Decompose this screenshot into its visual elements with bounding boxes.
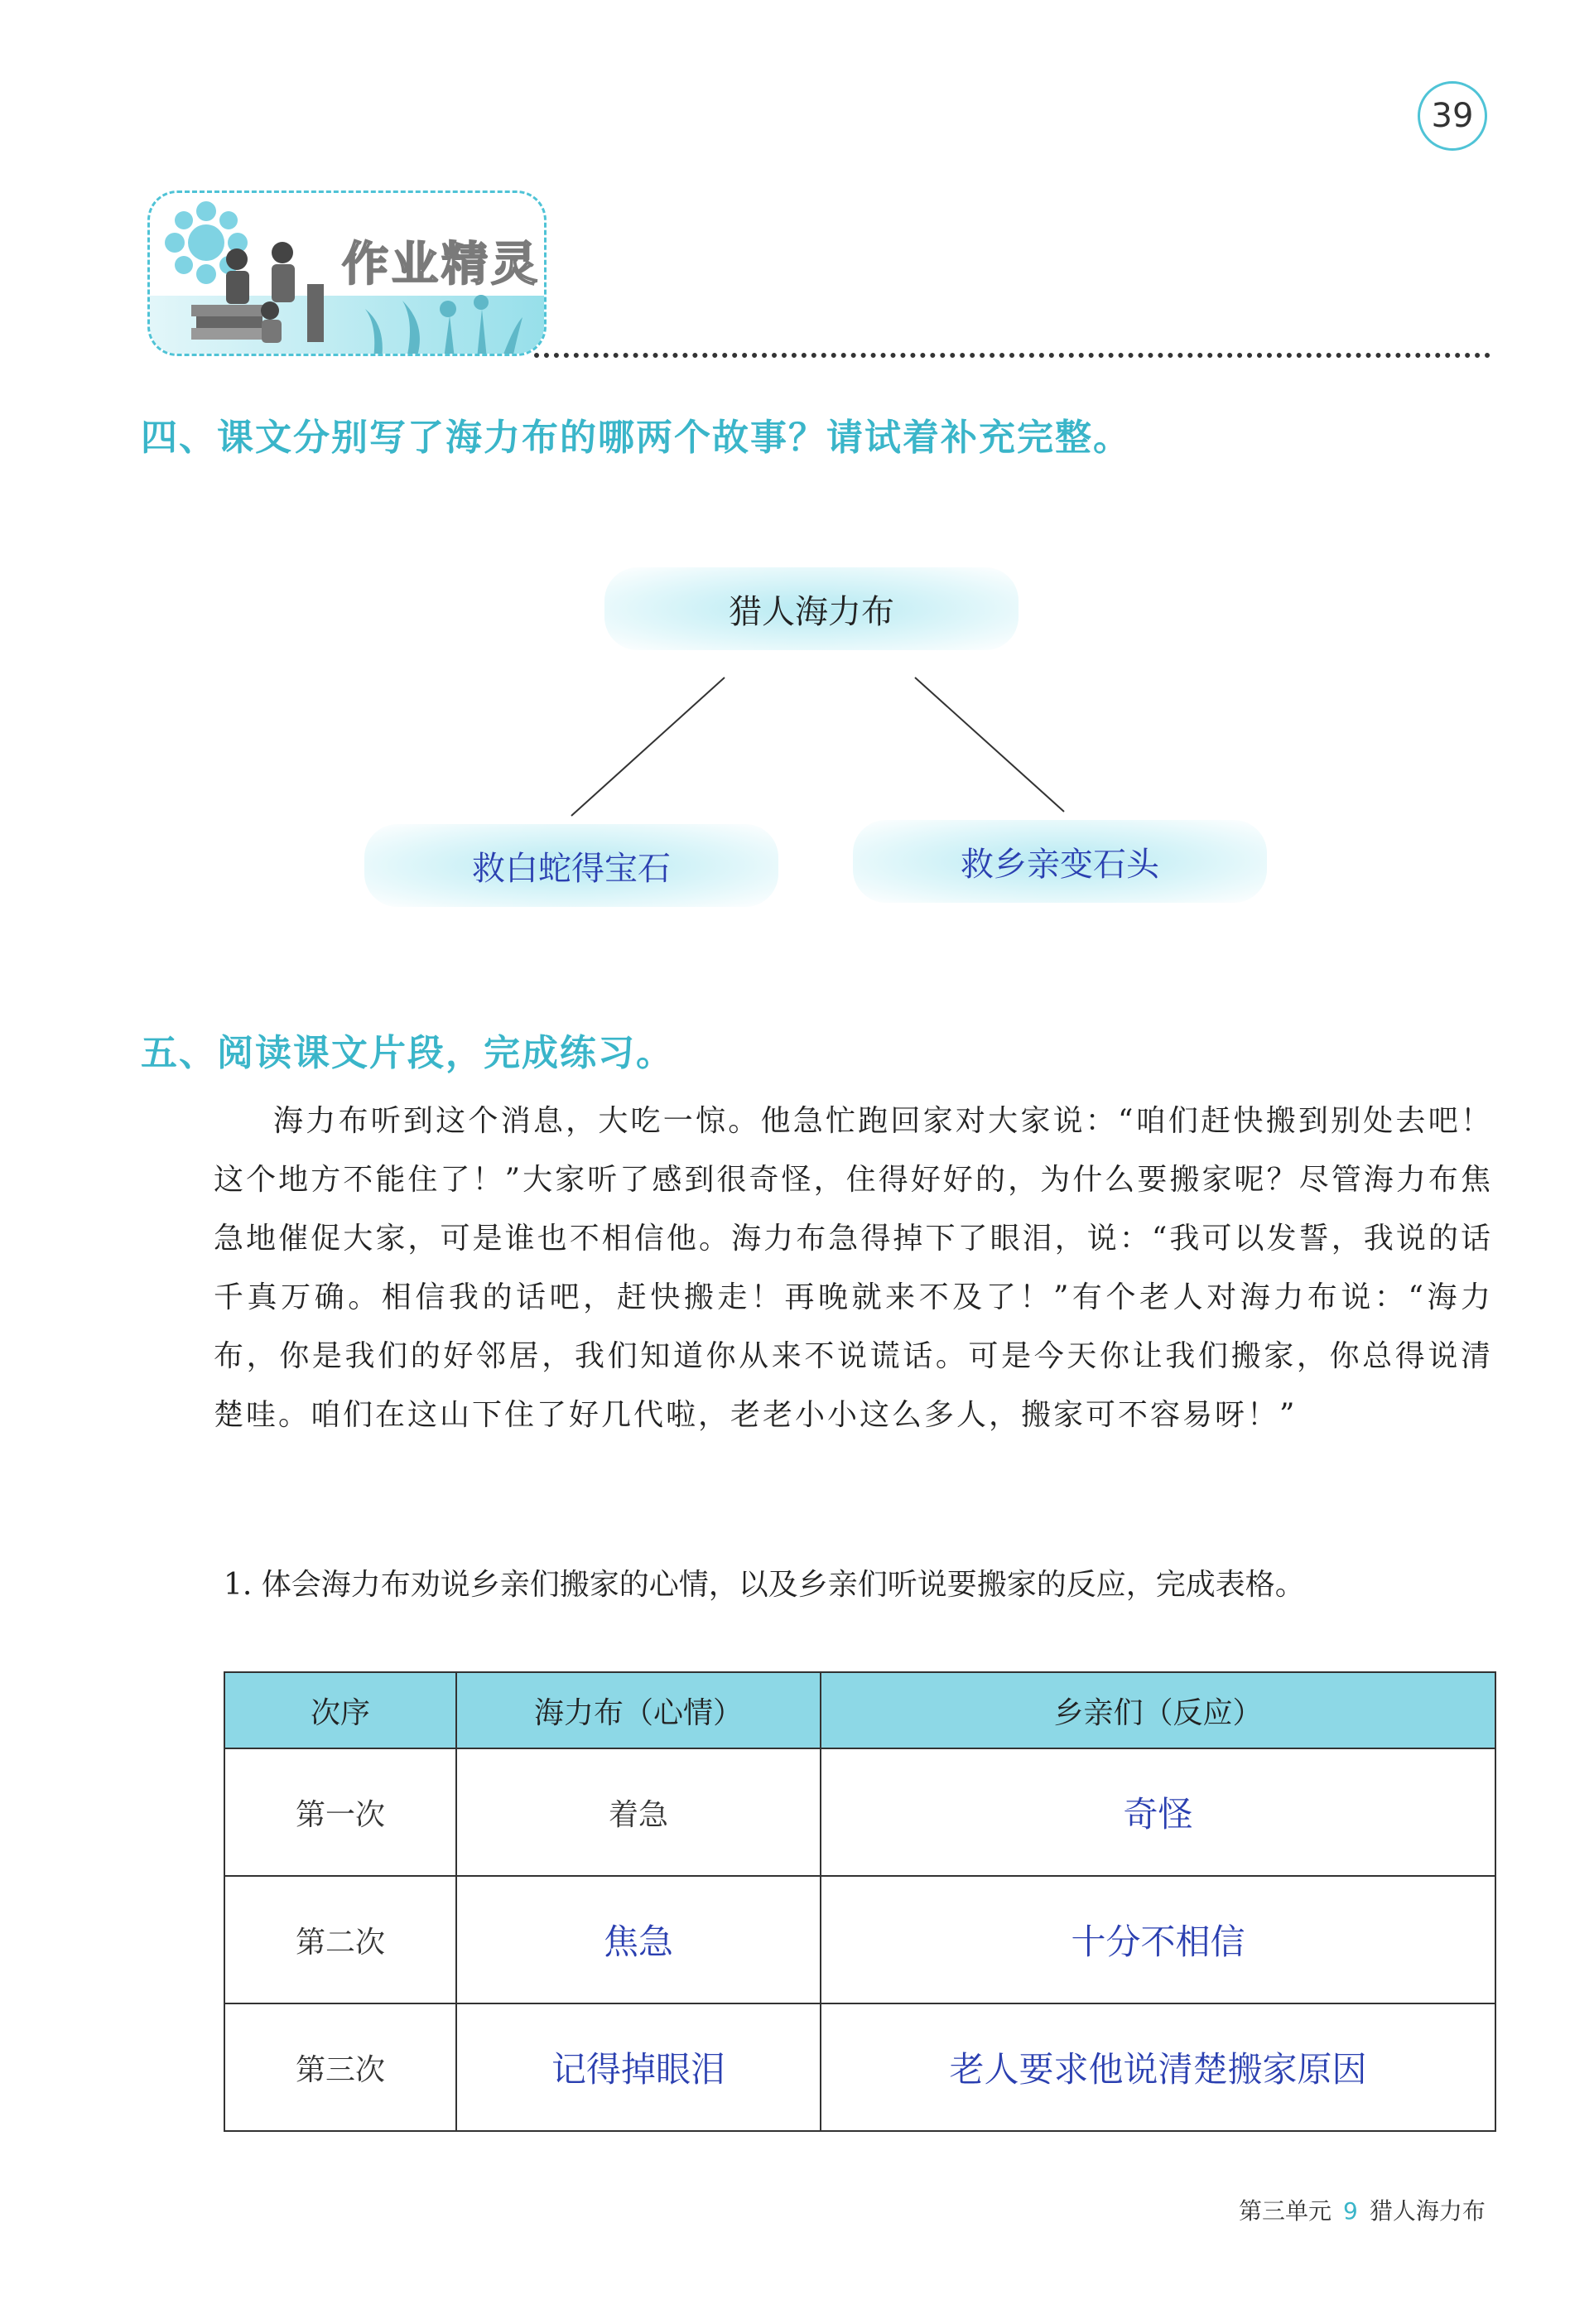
tree-connectors <box>0 0 1594 911</box>
row-reaction: 老人要求他说清楚搬家原因 <box>821 2003 1495 2131</box>
tree-left-node: 救白蛇得宝石 <box>364 824 778 907</box>
table-row <box>224 1748 1495 1876</box>
footer-lesson-number: 9 <box>1343 2197 1358 2225</box>
header-reaction: 乡亲们（反应） <box>821 1672 1495 1748</box>
tree-right-node: 救乡亲变石头 <box>853 820 1267 903</box>
section5-title: 五、阅读课文片段，完成练习。 <box>141 1032 674 1074</box>
row-mood: 着急 <box>456 1748 821 1876</box>
row-mood: 记得掉眼泪 <box>456 2003 821 2131</box>
reading-passage: 海力布听到这个消息，大吃一惊。他急忙跑回家对大家说：“咱们赶快搬到别处去吧！这个地方不能住了！”大家听了感到很奇怪，住得好好的，为什么要搬家呢？尽管海力布焦急地催促大家，可是谁也不相信他。海力布急得掉下了眼泪，说：“我可以发誓，我说的话千真万确。相信我的话吧，赶快搬走！再晚就来不及了！”有个老人对海力布说：“海力布，你是我们的好邻居，我们知道你从来不说谎话。可是今天你让我们搬家，你总得说清楚哇。咱们在这山下住了好几代啦，老老小小这么多人，搬家可不容易呀！” <box>214 1104 1493 1432</box>
table-header-row <box>224 1672 1495 1748</box>
section4-title: 四、课文分别写了海力布的哪两个故事？请试着补充完整。 <box>141 417 1131 459</box>
row-order: 第三次 <box>224 2003 456 2131</box>
header-mood: 海力布（心情） <box>456 1672 821 1748</box>
row-mood: 焦急 <box>456 1876 821 2003</box>
page-footer <box>1239 2193 1486 2226</box>
row-order: 第二次 <box>224 1876 456 2003</box>
tree-root-node: 猎人海力布 <box>604 567 1019 650</box>
footer-unit: 第三单元 <box>1239 2197 1332 2225</box>
row-order: 第一次 <box>224 1748 456 1876</box>
row-reaction: 奇怪 <box>821 1748 1495 1876</box>
question-1: 1. 体会海力布劝说乡亲们搬家的心情，以及乡亲们听说要搬家的反应，完成表格。 <box>224 1568 1305 1602</box>
page-number: 39 <box>1418 81 1487 151</box>
banner-title: 作业精灵 <box>342 238 541 292</box>
row-reaction: 十分不相信 <box>821 1876 1495 2003</box>
table-row <box>224 1876 1495 2003</box>
answer-table <box>224 1671 1496 2132</box>
tree-line-left <box>571 677 725 816</box>
footer-lesson-title: 猎人海力布 <box>1369 2197 1486 2225</box>
tree-line-right <box>915 677 1064 812</box>
table-row <box>224 2003 1495 2131</box>
header-order: 次序 <box>224 1672 456 1748</box>
